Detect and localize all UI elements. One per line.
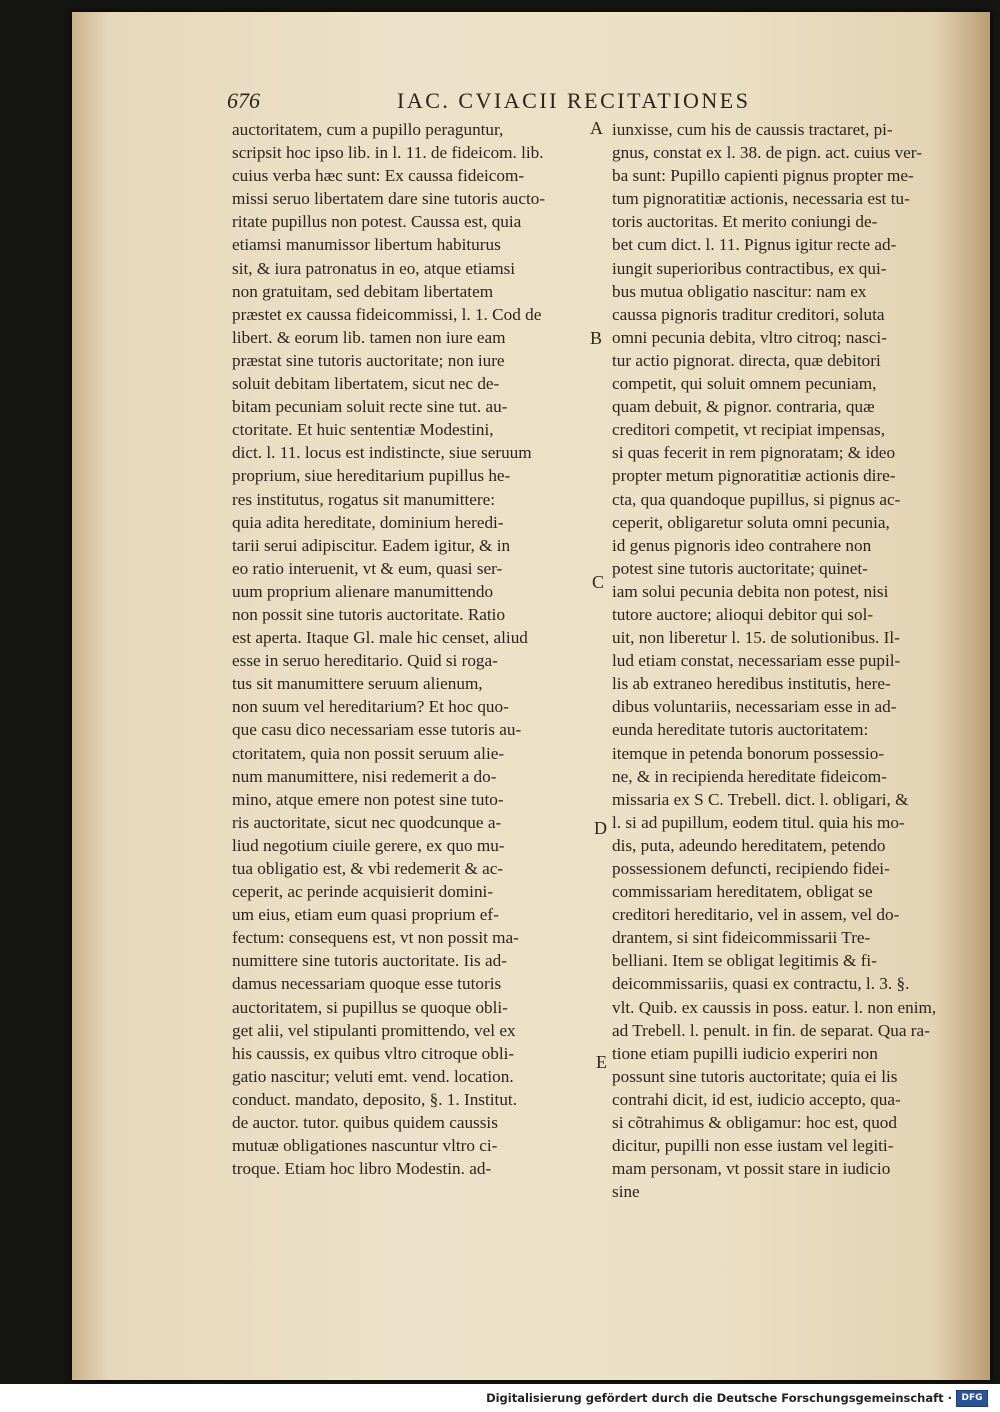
text-line: bet cum dict. l. 11. Pignus igitur recte ad- <box>612 235 897 255</box>
text-line: quam debuit, & pignor. contraria, quæ <box>612 397 875 417</box>
text-line: damus necessariam quoque esse tutoris <box>232 974 502 994</box>
text-line: dibus voluntariis, necessariam esse in ad- <box>612 697 897 717</box>
text-line: auctoritatem, si pupillus se quoque obli- <box>232 997 508 1017</box>
text-line: troque. Etiam hoc libro Modestin. ad- <box>232 1159 492 1179</box>
margin-marker-c: C <box>592 572 605 592</box>
text-line: ad Trebell. l. penult. in fin. de separat. Qua ra- <box>612 1020 930 1040</box>
text-line: propter metum pignoratitiæ actionis dire- <box>612 466 896 486</box>
text-line: omni pecunia debita, vltro citroq; nasci- <box>612 327 887 347</box>
text-line: ne, & in recipienda hereditate fideicom- <box>612 766 887 786</box>
text-line: que casu dico necessariam esse tutoris au- <box>232 720 522 740</box>
text-line: sine <box>612 1182 640 1202</box>
text-line: etiamsi manumissor libertum habiturus <box>232 235 501 255</box>
text-line: mutuæ obligationes nascuntur vltro ci- <box>232 1136 498 1156</box>
text-line: quia adita hereditate, dominium heredi- <box>232 512 504 532</box>
text-line: ctoritate. Et huic sententiæ Modestini, <box>232 420 494 440</box>
text-line: missi seruo libertatem dare sine tutoris aucto- <box>232 189 546 209</box>
text-line: scripsit hoc ipso lib. in l. 11. de fideicom. lib. <box>232 143 544 163</box>
text-line: toris auctoritas. Et merito coniungi de- <box>612 212 878 232</box>
text-line: libert. & eorum lib. tamen non iure eam <box>232 327 506 347</box>
text-line: creditori competit, vt recipiat impensas, <box>612 420 886 440</box>
text-line: ceperit, obligaretur soluta omni pecunia, <box>612 512 890 532</box>
text-line: bus mutua obligatio nascitur: nam ex <box>612 281 867 301</box>
text-line: fectum: consequens est, vt non possit ma- <box>232 928 519 948</box>
text-line: tarii serui adipiscitur. Eadem igitur, & in <box>232 535 511 555</box>
text-line: est aperta. Itaque Gl. male hic censet, aliud <box>232 628 528 648</box>
text-line: ctoritatem, quia non possit seruum alie- <box>232 743 505 763</box>
text-line: itemque in petenda bonorum possessio- <box>612 743 885 763</box>
text-line: non gratuitam, sed debitam libertatem <box>232 281 494 301</box>
text-line: cta, qua quandoque pupillus, si pignus ac- <box>612 489 901 509</box>
text-line: possunt sine tutoris auctoritate; quia ei lis <box>612 1066 898 1086</box>
text-line: dis, puta, adeundo hereditatem, petendo <box>612 835 886 855</box>
text-line: sit, & iura patronatus in eo, atque etiamsi <box>232 258 516 278</box>
text-line: gnus, constat ex l. 38. de pign. act. cuius ver- <box>612 143 922 163</box>
text-line: cuius verba hæc sunt: Ex caussa fideicom- <box>232 166 525 186</box>
text-line: præstet ex caussa fideicommissi, l. 1. Cod de <box>232 304 542 324</box>
text-line: tur actio pignorat. directa, quæ debitori <box>612 350 881 370</box>
text-line: drantem, si sint fideicommissarii Tre- <box>612 928 871 948</box>
text-line: iunxisse, cum his de caussis tractaret, pi- <box>612 120 893 139</box>
text-line: creditori hereditario, vel in assem, vel do- <box>612 905 900 925</box>
text-line: ceperit, ac perinde acquisierit domini- <box>232 882 494 902</box>
text-line: numittere sine tutoris auctoritate. Iis ad- <box>232 951 507 971</box>
text-line: l. si ad pupillum, eodem titul. quia his mo- <box>612 812 905 832</box>
text-line: ris auctoritate, sicut nec quodcunque a- <box>232 812 502 832</box>
text-line: præstat sine tutoris auctoritate; non iure <box>232 350 505 370</box>
text-line: si cõtrahimus & obligamur: hoc est, quod <box>612 1113 897 1133</box>
text-line: uum proprium alienare manumittendo <box>232 581 494 601</box>
right-text-column <box>612 118 964 1203</box>
text-line: tutore auctore; alioqui debitor qui sol- <box>612 604 874 624</box>
text-line: iam solui pecunia debita non potest, nisi <box>612 581 889 601</box>
text-line: res institutus, rogatus sit manumittere: <box>232 489 496 509</box>
text-line: conduct. mandato, deposito, §. 1. Institut. <box>232 1089 517 1109</box>
text-line: id genus pignoris ideo contrahere non <box>612 535 872 555</box>
text-line: bitam pecuniam soluit recte sine tut. au- <box>232 397 508 417</box>
text-line: num manumittere, nisi redemerit a do- <box>232 766 497 786</box>
text-line: caussa pignoris traditur creditori, soluta <box>612 304 885 324</box>
margin-marker-b: B <box>590 328 603 348</box>
text-line: esse in seruo hereditario. Quid si roga- <box>232 651 498 671</box>
text-line: lis ab extraneo heredibus institutis, here- <box>612 674 891 694</box>
text-line: tus sit manumittere seruum alienum, <box>232 674 483 694</box>
text-line: get alii, vel stipulanti promittendo, vel ex <box>232 1020 516 1040</box>
text-line: lud etiam constat, necessariam esse pupil- <box>612 651 901 671</box>
text-line: de auctor. tutor. quibus quidem caussis <box>232 1113 498 1133</box>
page-number: 676 <box>227 88 260 113</box>
text-line: commissariam hereditatem, obligat se <box>612 882 873 902</box>
left-text-column <box>232 118 584 1180</box>
text-line: deicommissariis, quasi ex contractu, l. 3. §. <box>612 974 910 994</box>
text-line: liud negotium ciuile gerere, ex quo mu- <box>232 835 505 855</box>
text-line: missaria ex S C. Trebell. dict. l. obligari, & <box>612 789 909 809</box>
text-line: ritate pupillus non potest. Caussa est, quia <box>232 212 522 232</box>
text-line: dicitur, pupilli non esse iustam vel legiti- <box>612 1136 894 1156</box>
text-line: mam personam, vt possit stare in iudicio <box>612 1159 891 1179</box>
text-line: gatio nascitur; veluti emt. vend. location. <box>232 1066 514 1086</box>
text-line: dict. l. 11. locus est indistincte, siue seruum <box>232 443 532 463</box>
margin-marker-d: D <box>594 818 607 838</box>
text-line: belliani. Item se obligat legitimis & fi- <box>612 951 877 971</box>
text-line: tum pignoratitiæ actionis, necessaria est tu- <box>612 189 910 209</box>
running-title: IAC. CVIACII RECITATIONES <box>397 88 751 113</box>
text-line: iungit superioribus contractibus, ex qui- <box>612 258 887 278</box>
text-line: si quas fecerit in rem pignoratam; & ideo <box>612 443 896 463</box>
digitization-footer <box>0 1384 1000 1412</box>
text-line: tua obligatio est, & vbi redemerit & ac- <box>232 859 504 878</box>
text-line: competit, qui soluit omnem pecuniam, <box>612 374 877 394</box>
text-line: soluit debitam libertatem, sicut nec de- <box>232 374 500 394</box>
text-line: non suum vel hereditarium? Et hoc quo- <box>232 697 509 717</box>
text-line: ba sunt: Pupillo capienti pignus propter me- <box>612 166 914 186</box>
text-line: possessionem defuncti, recipiendo fidei- <box>612 859 890 878</box>
text-line: potest sine tutoris auctoritate; quinet- <box>612 558 868 578</box>
text-line: vlt. Quib. ex caussis in poss. eatur. l. non enim, <box>612 997 937 1017</box>
text-line: mino, atque emere non potest sine tuto- <box>232 789 504 809</box>
text-line: um eius, etiam eum quasi proprium ef- <box>232 905 499 925</box>
text-line: eunda hereditate tutoris auctoritatem: <box>612 720 869 740</box>
margin-marker-e: E <box>596 1052 607 1072</box>
text-line: auctoritatem, cum a pupillo peraguntur, <box>232 120 504 139</box>
margin-marker-a: A <box>590 118 603 138</box>
funding-note: Digitalisierung gefördert durch die Deutsche Forschungsgemeinschaft · <box>486 1391 952 1405</box>
text-line: tione etiam pupilli iudicio experiri non <box>612 1043 878 1063</box>
text-line: non possit sine tutoris auctoritate. Ratio <box>232 604 506 624</box>
text-line: his caussis, ex quibus vltro citroque obli- <box>232 1043 515 1063</box>
text-line: eo ratio interuenit, vt & eum, quasi ser- <box>232 558 503 578</box>
dfg-logo: DFG <box>956 1390 988 1407</box>
text-line: proprium, siue hereditarium pupillus he- <box>232 466 511 486</box>
text-line: contrahi dicit, id est, iudicio accepto, qua- <box>612 1089 901 1109</box>
page-header <box>227 88 797 118</box>
text-line: uit, non liberetur l. 15. de solutionibus. Il- <box>612 628 900 648</box>
